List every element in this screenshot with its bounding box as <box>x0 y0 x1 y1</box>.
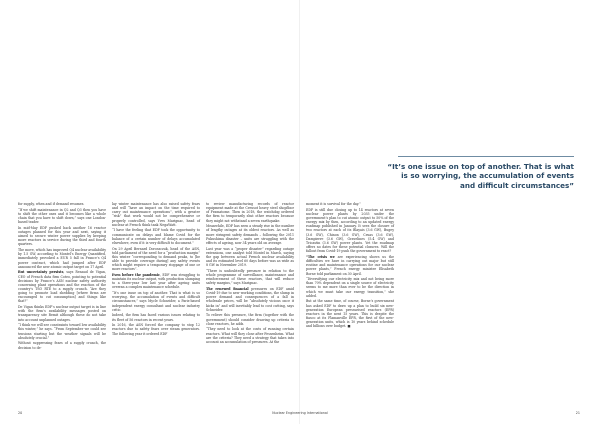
paragraph: Meanwhile, EDF has seen a steady rise in the number of lengthy outages at its oldest reactors. As well as more stringent safety demands – following the 2011 Fukushima disaster – units are struggling with the effects of ageing, now 34 years old on average. <box>206 224 294 245</box>
paragraph: The move, which has improved Q4 nuclear availability by 1.5 GW, according to Montel’s Energy Quantified, immediately provoked a EUR 5 fall in France’s Q4 power contract, which had jumped after EDF announced the new atomic output target on 17 April. <box>18 248 106 269</box>
article-column-1 <box>18 202 106 351</box>
paragraph <box>112 273 200 290</box>
paragraph: “I think we will see constraints toward low availability this winter,” he says. “From September we could see tensions starting but the weather signals will be absolutely crucial.” <box>18 323 107 340</box>
paragraph: On 29 April Bernard Doroszczuk, head of the ASN, told parliament of the need for a “production margin” this winter “corresponding to demand peaks, to [be able to provide coverage during] any safety events which might require a temporary stoppage of one or more reactors”. <box>112 246 200 272</box>
page-gutter <box>299 0 300 424</box>
paragraph: “If we shift maintenance in Q2 and Q3 then you have to shift the other ones and it becomes like a whole chain that you have to shift down,” says one London-based trader. <box>18 207 106 225</box>
end-of-article-mark: ■ <box>346 324 351 329</box>
paragraph: In 2016, the ASN forced the company to stop 12 reactors due to safety fears over steam generators. The following year it ordered EDF <box>112 323 200 336</box>
paragraph-text: pressures on EDF amid Covid-19 due to new working conditions, the slump in power demand and consequences of a fall in wholesale prices, will be “absolutely vicious once it kicks in” and will inevitably lead to cost cutting, says Schneider. <box>206 286 294 312</box>
paragraph: Without suppressing fears of a supply crunch, the decision to de- <box>18 341 106 350</box>
pull-quote: “It’s one issue on top of another. That is what is so worrying, the accumulation of events and difficult circumstances” <box>387 162 574 190</box>
paragraph: “I have the feeling that EDF took the opportunity to communicate on delays and blame Covid for the balance of a certain number of delays accumulated elsewhere, even if it is very difficult to document.” <box>112 228 200 245</box>
subhead-run-in: “The crisis we <box>306 254 335 259</box>
paragraph: “There is undoubtedly pressure in relation to the whole programme of surveillance, maintenance and reinforcement of these reactors, that will reduce safety margins,” says Marignac. <box>206 268 294 286</box>
paragraph: lay winter maintenance has also raised safety fears and will “have an impact on the time required to carry out maintenance operations”, with a greater “risk” that work would not be comprehensive or properly controlled, says Yves Marignac, head of nuclear at French think tank NegaWatt. <box>112 202 200 227</box>
paragraph: Last year was a “proper disaster” regarding outage extensions, one analyst told Montel in March, saying the gap between actual French nuclear availability and its estimated level 60 days before was as wide as 8 GW in November 2019. <box>206 246 294 268</box>
paragraph-text: are experiencing shows us the difficulties we have in carrying out major but still routine and maintenance operations for our nuclear power plants,” French energy minister Elisabeth Borne told parliament on 30 April. <box>306 254 394 276</box>
paragraph: Indeed, the firm has faced various issues relating to its fleet of 56 reactors in recent years. <box>112 313 200 322</box>
article-column-2 <box>112 202 200 337</box>
paragraph: De Vigan thinks EDF’s nuclear output target is in line with the firm’s availability messages posted on transparency site Remit although these do not take into account unplanned outages. <box>18 305 106 322</box>
running-footer: Nuclear Engineering International <box>272 411 328 415</box>
paragraph: In mid-May EDF pushed back another 16 reactor outages planned for this year and next, saying it aimed to secure winter power supplies by keeping more reactors in service during the third and fourth quarters. <box>18 225 106 247</box>
paragraph: “It’s one issue on top of another. That is what is so worrying, the accumulation of events and difficult circumstances,” says Mycle Schneider, a Paris-based independent energy consultant and nuclear industry critic. <box>112 291 200 312</box>
paragraph <box>18 270 106 303</box>
paragraph: “They need to look at the costs of running certain reactors. What will they close after Fessenheim. What are the criteria? They need a strategy that takes into account an accumulation of pressures. At the <box>206 327 294 344</box>
subhead-run-in: Even before the pandemic <box>112 273 160 277</box>
paragraph: But at the same time, of course, Borne’s government has asked EDF to draw up a plan to build six new-generation European pressurised reactors (EPR) reactors in the next 15 years. This is despite the fiasco at its Flamanville EPR, the first of the new-generation units, which is 10 years behind schedule and billions over budget. ■ <box>306 299 394 329</box>
paragraph: for supply, when and if demand resumes. <box>18 202 85 206</box>
paragraph-text: , EDF was struggling to maintain its nuclear output, with production slumping to a three-year low last year after ageing units overran a complex maintenance schedule. <box>112 273 200 290</box>
paragraph <box>306 255 394 276</box>
paragraph: “Diversifying our electricity mix and not being more than 70% dependent on a single source of electricity seems to me more than ever to be the direction in which we must take our energy transition,” she added. <box>306 277 394 298</box>
paragraph: moment it is survival for the day.” <box>306 202 361 206</box>
left-page-number: 20 <box>18 411 23 415</box>
paragraph-text: , says Renaud de Vigan, CEO of French data firm Coteo, pointing to potential decisions by France’s ASN nuclear safety authority concerning plant operations and the reaction of the country’s TSO RTE to a supply crunch. “Are they going to promote load shedding [where firms are encouraged to cut consumption] and things like that?” <box>18 270 106 304</box>
subhead-run-in: But uncertainty persists <box>18 270 64 275</box>
article-column-4 <box>306 202 394 330</box>
right-page-number: 21 <box>575 411 580 415</box>
paragraph: EDF is still due closing up to 14 reactors at seven nuclear power plants by 2035 under the government’s plan to cut atomic output to 50% of the energy mix by then, according to an updated energy roadmap published in January. It sees the closure of two reactors at each of its Blayais (3.6 GW), Bugey (3.6 GW), Chinon (3.6 GW), Cruas (3.6 GW), Dampierre (3.6 GW), Gravelines (5.4 GW) and Tricastin (3.6 GW) power plants. Yet the roadmap offers no dates for these potential closures. Will the fallout from Covid-19 push the government to react? <box>306 207 394 254</box>
paragraph: To relieve this pressure, the firm (together with the government) should consider drawing up criteria to close reactors, he adds. <box>206 313 294 326</box>
paragraph: to review manufacturing records of reactor equipment made at the Creusot heavy steel shopfloor of Framatome. Then in 2018, the watchdog ordered the firm to temporarily shut other reactors because they might not withstand a seven earthquake. <box>206 202 294 223</box>
pull-quote-rule <box>398 156 574 157</box>
subhead-run-in: The renewed financial <box>206 286 249 291</box>
paragraph <box>206 287 294 312</box>
article-column-3 <box>206 202 294 346</box>
